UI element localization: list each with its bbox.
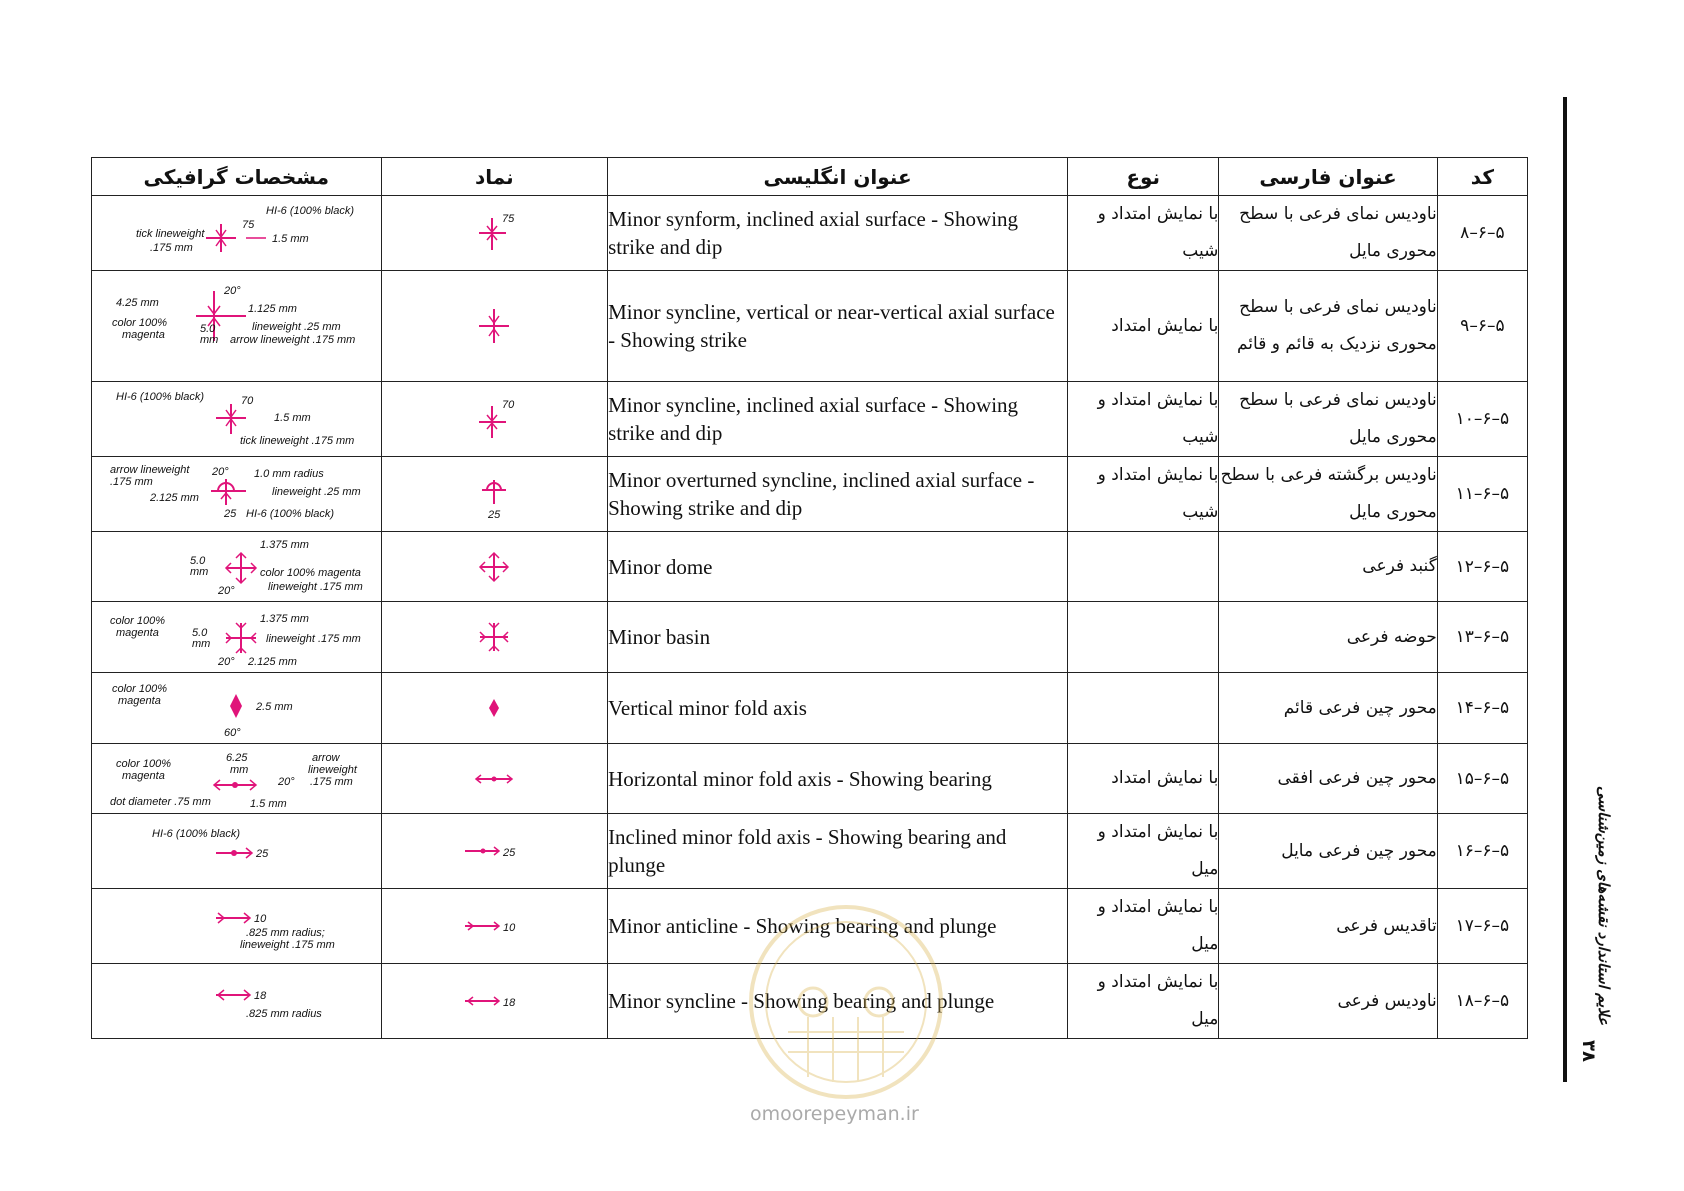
table-row	[92, 814, 1528, 889]
basin-symbol	[464, 612, 524, 662]
side-rule	[1563, 97, 1567, 1082]
english-title: Minor basin	[608, 602, 1068, 673]
label: 70	[241, 395, 254, 407]
vertical-fold-axis-symbol	[464, 683, 524, 733]
label: 25	[224, 508, 237, 520]
label: mm	[200, 334, 219, 346]
symbol-label: 10	[503, 922, 516, 934]
page-number: ۳۸	[1578, 1040, 1599, 1062]
inclined-fold-axis-graphic-spec	[96, 819, 376, 883]
graphic-spec-cell	[92, 602, 382, 673]
label: 25	[256, 848, 269, 860]
anticline-graphic-spec	[96, 894, 376, 958]
syncline-vertical-symbol	[464, 301, 524, 351]
label: 1.375 mm	[260, 613, 310, 625]
label: lineweight .175 mm	[268, 580, 364, 593]
english-title: Minor syncline - Showing bearing and plunge	[608, 964, 1068, 1039]
syncline-bearing-symbol	[459, 976, 529, 1026]
code: ۵–۶–۸	[1437, 196, 1527, 271]
persian-title: ناودیس نمای فرعی با سطح محوری مایل	[1219, 196, 1437, 271]
persian-title: گنبد فرعی	[1219, 532, 1437, 602]
label: arrow lineweight .175 mm	[230, 334, 356, 346]
synform-graphic-spec	[96, 200, 376, 266]
code: ۵–۶–۱۴	[1437, 673, 1527, 744]
label: color 100%	[110, 615, 166, 627]
label: HI-6 (100% black)	[116, 391, 205, 403]
graphic-spec-cell	[92, 532, 382, 602]
label: 1.5 mm	[274, 412, 311, 424]
symbol-label: 25	[503, 847, 516, 859]
label: lineweight .175 mm	[240, 939, 336, 951]
label: 1.375 mm	[260, 538, 310, 551]
persian-title: ناودیس برگشته فرعی با سطح محوری مایل	[1219, 457, 1437, 532]
label: color 100% magenta	[260, 566, 362, 579]
symbol-label: 70	[502, 399, 515, 411]
type: با نمایش امتداد و شیب	[1068, 382, 1219, 457]
table-row	[92, 271, 1528, 382]
graphic-spec-cell	[92, 964, 382, 1039]
table-row	[92, 602, 1528, 673]
english-title: Minor anticline - Showing bearing and plunge	[608, 889, 1068, 964]
symbol-label: 18	[503, 997, 516, 1009]
symbol-label: 25	[488, 509, 501, 521]
symbol-cell	[381, 532, 607, 602]
label: 6.25	[226, 751, 248, 764]
persian-title: ناودیس نمای فرعی با سطح محوری نزدیک به قائم و قائم	[1219, 271, 1437, 382]
header-english-title: عنوان انگلیسی	[608, 158, 1068, 196]
label: arrow lineweight	[110, 464, 190, 476]
label: color 100%	[112, 317, 168, 329]
header-type: نوع	[1068, 158, 1219, 196]
type: با نمایش امتداد و میل	[1068, 889, 1219, 964]
type: با نمایش امتداد و شیب	[1068, 457, 1219, 532]
overturned-syncline-symbol	[464, 466, 524, 522]
label: lineweight .25 mm	[272, 486, 361, 498]
graphic-spec-cell	[92, 271, 382, 382]
table-header-row	[92, 158, 1528, 196]
label: 20°	[218, 584, 235, 597]
table-row	[92, 744, 1528, 814]
label: 20°	[278, 775, 295, 788]
label: 1.5 mm	[272, 233, 309, 245]
persian-title: تاقدیس فرعی	[1219, 889, 1437, 964]
header-code: کد	[1437, 158, 1527, 196]
persian-title: محور چین فرعی قائم	[1219, 673, 1437, 744]
english-title: Minor synform, inclined axial surface - Showing strike and dip	[608, 196, 1068, 271]
horizontal-fold-axis-graphic-spec	[96, 747, 376, 811]
synform-inclined-symbol	[464, 208, 524, 258]
graphic-spec-cell	[92, 889, 382, 964]
english-title: Inclined minor fold axis - Showing bearing and plunge	[608, 814, 1068, 889]
watermark-site: omoorepeyman.ir	[750, 1103, 919, 1125]
label: 1.0 mm radius	[254, 468, 324, 480]
label: magenta	[118, 695, 162, 707]
code: ۵–۶–۹	[1437, 271, 1527, 382]
horizontal-fold-axis-symbol	[464, 754, 524, 804]
symbol-cell	[381, 602, 607, 673]
type: با نمایش امتداد و شیب	[1068, 196, 1219, 271]
graphic-spec-cell	[92, 673, 382, 744]
persian-title: حوضه فرعی	[1219, 602, 1437, 673]
symbol-cell	[381, 382, 607, 457]
english-title: Minor syncline, vertical or near-vertical axial surface - Showing strike	[608, 271, 1068, 382]
label: magenta	[116, 627, 160, 639]
vertical-fold-axis-graphic-spec	[96, 676, 376, 740]
type: با نمایش امتداد	[1068, 271, 1219, 382]
type	[1068, 673, 1219, 744]
label: lineweight .25 mm	[252, 321, 341, 333]
english-title: Vertical minor fold axis	[608, 673, 1068, 744]
graphic-spec-cell	[92, 457, 382, 532]
type: با نمایش امتداد و میل	[1068, 964, 1219, 1039]
label: 2.5 mm	[256, 701, 293, 713]
label: lineweight .175 mm	[266, 633, 362, 645]
code: ۵–۶–۱۰	[1437, 382, 1527, 457]
type: با نمایش امتداد	[1068, 744, 1219, 814]
label: 18	[254, 990, 267, 1002]
label: tick lineweight	[136, 228, 205, 240]
label: color 100%	[116, 757, 172, 770]
english-title: Horizontal minor fold axis - Showing bearing	[608, 744, 1068, 814]
label: arrow	[312, 751, 340, 764]
label: 5.0	[192, 627, 208, 639]
label: 60°	[224, 727, 241, 739]
graphic-spec-cell	[92, 196, 382, 271]
label: HI-6 (100% black)	[266, 205, 355, 217]
label: magenta	[122, 329, 166, 341]
symbol-cell	[381, 673, 607, 744]
type: با نمایش امتداد و میل	[1068, 814, 1219, 889]
label: 20°	[212, 466, 229, 478]
label: 1.125 mm	[248, 303, 298, 315]
code: ۵–۶–۱۶	[1437, 814, 1527, 889]
label: 2.125 mm	[150, 492, 200, 504]
label: .175 mm	[110, 476, 154, 488]
label: HI-6 (100% black)	[152, 828, 241, 840]
label: 5.0	[200, 323, 216, 335]
code: ۵–۶–۱۵	[1437, 744, 1527, 814]
symbol-cell	[381, 457, 607, 532]
graphic-spec-cell	[92, 814, 382, 889]
english-title: Minor dome	[608, 532, 1068, 602]
label: tick lineweight .175 mm	[240, 435, 355, 447]
label: 1.5 mm	[250, 797, 287, 810]
symbol-cell	[381, 196, 607, 271]
symbol-cell	[381, 271, 607, 382]
type	[1068, 602, 1219, 673]
watermark-seal-icon	[738, 902, 954, 1102]
label: color 100%	[112, 683, 168, 695]
header-persian-title: عنوان فارسی	[1219, 158, 1437, 196]
header-graphic-spec: مشخصات گرافیکی	[92, 158, 382, 196]
table-row	[92, 382, 1528, 457]
label: 20°	[218, 656, 235, 668]
label: 4.25 mm	[116, 297, 160, 309]
dome-symbol	[464, 542, 524, 592]
label: magenta	[122, 769, 166, 782]
inclined-fold-axis-symbol	[459, 826, 529, 876]
label: .825 mm radius;	[246, 927, 326, 939]
syncline-inclined-symbol	[464, 394, 524, 444]
header-symbol: نماد	[381, 158, 607, 196]
syncline-vertical-graphic-spec	[96, 276, 376, 376]
graphic-spec-cell	[92, 744, 382, 814]
persian-title: ناودیس فرعی	[1219, 964, 1437, 1039]
symbol-cell	[381, 744, 607, 814]
graphic-spec-cell	[92, 382, 382, 457]
table-row	[92, 457, 1528, 532]
label: mm	[230, 763, 249, 776]
label: HI-6 (100% black)	[246, 508, 335, 520]
code: ۵–۶–۱۷	[1437, 889, 1527, 964]
label: .825 mm radius	[246, 1008, 323, 1020]
persian-title: محور چین فرعی مایل	[1219, 814, 1437, 889]
label: .175 mm	[150, 242, 194, 254]
label: 10	[254, 913, 267, 925]
label: .175 mm	[310, 775, 354, 788]
code: ۵–۶–۱۲	[1437, 532, 1527, 602]
persian-title: ناودیس نمای فرعی با سطح محوری مایل	[1219, 382, 1437, 457]
label: mm	[190, 565, 209, 578]
type	[1068, 532, 1219, 602]
persian-title: محور چین فرعی افقی	[1219, 744, 1437, 814]
label: 2.125 mm	[248, 656, 298, 668]
table-row	[92, 532, 1528, 602]
table-row	[92, 673, 1528, 744]
running-header-title: علایم استاندارد نقشه‌های زمین‌شناسی	[1595, 785, 1613, 1025]
basin-graphic-spec	[96, 606, 376, 668]
label: 75	[242, 219, 255, 231]
overturned-syncline-graphic-spec	[96, 461, 376, 527]
code: ۵–۶–۱۳	[1437, 602, 1527, 673]
syncline-inclined-graphic-spec	[96, 386, 376, 452]
label: 5.0	[190, 554, 206, 567]
label: lineweight	[308, 763, 358, 776]
symbol-cell	[381, 814, 607, 889]
label: dot diameter .75 mm	[110, 795, 212, 808]
dome-graphic-spec	[96, 536, 376, 598]
code: ۵–۶–۱۸	[1437, 964, 1527, 1039]
symbol-label: 75	[502, 213, 515, 225]
label: 20°	[224, 285, 241, 297]
symbol-cell	[381, 964, 607, 1039]
english-title: Minor syncline, inclined axial surface - Showing strike and dip	[608, 382, 1068, 457]
symbol-cell	[381, 889, 607, 964]
syncline-bearing-graphic-spec	[96, 969, 376, 1033]
label: mm	[192, 638, 211, 650]
table-row	[92, 196, 1528, 271]
anticline-symbol	[459, 901, 529, 951]
code: ۵–۶–۱۱	[1437, 457, 1527, 532]
english-title: Minor overturned syncline, inclined axial surface - Showing strike and dip	[608, 457, 1068, 532]
